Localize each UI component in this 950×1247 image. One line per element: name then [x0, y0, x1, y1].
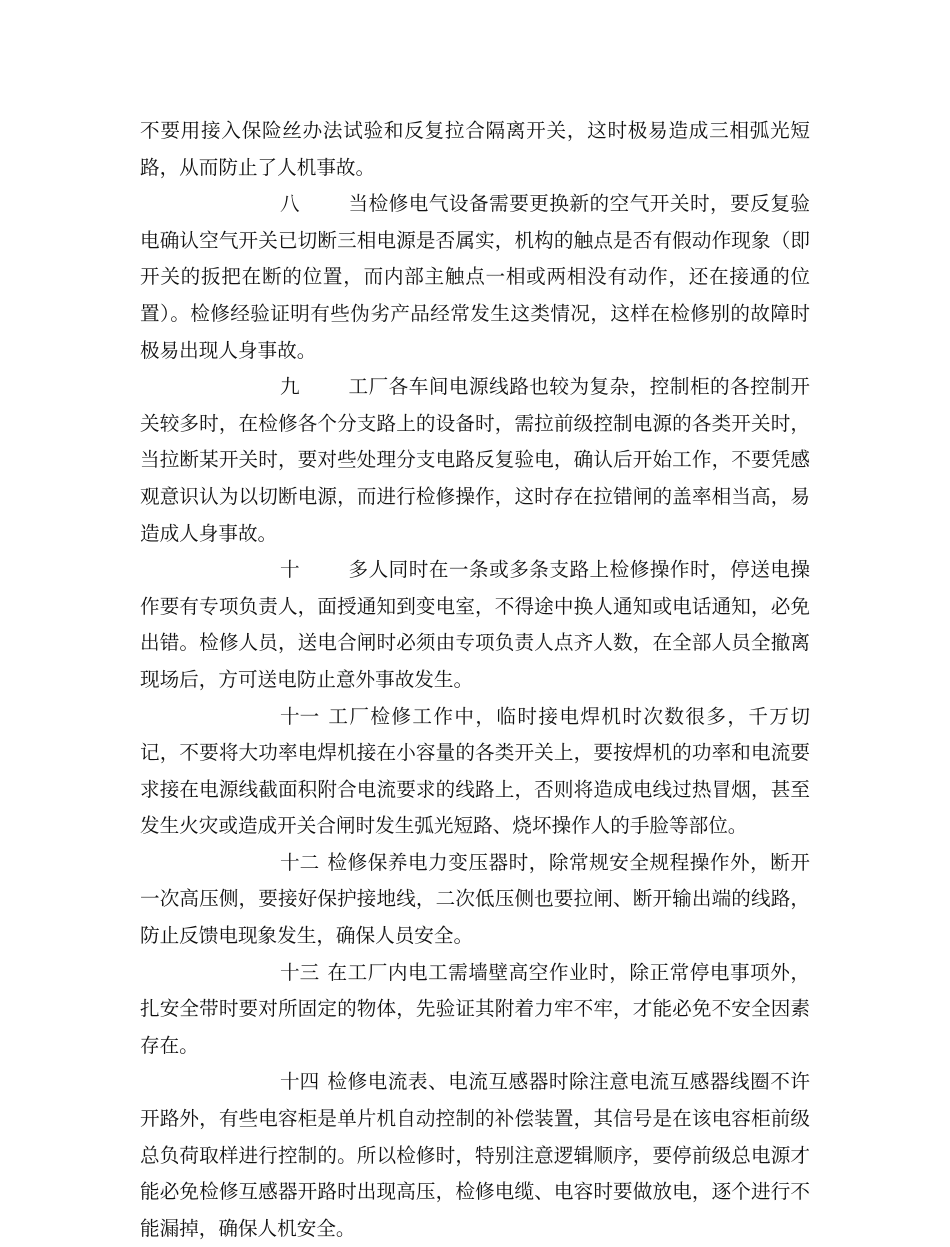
item-12-number: 十二	[280, 850, 320, 874]
item-8-number: 八	[280, 192, 300, 216]
item-13-number: 十三	[280, 960, 320, 984]
item-14-text: 检修电流表、电流互感器时除注意电流互感器线圈不许开路外，有些电容柜是单片机自动控制的补偿装置，其信号是在该电容柜前级总负荷取样进行控制的。所以检修时，特别注意逻辑顺序，要停前级总电源才能必免检修互感器开路时出现高压，检修电缆、电容时要做放电，逐个进行不能漏掉，确保人机安全。	[140, 1070, 810, 1240]
item-12-paragraph	[140, 845, 810, 955]
item-14-number: 十四	[280, 1070, 320, 1094]
item-9-text: 工厂各车间电源线路也较为复杂，控制柜的各控制开关较多时，在检修各个分支路上的设备时，需拉前级控制电源的各类开关时，当拉断某开关时，要对些处理分支电路反复验电，确认后开始工作，不要凭感观意识认为以切断电源，而进行检修操作，这时存在拉错闸的盖率相当高，易造成人身事故。	[140, 375, 810, 545]
item-11-number: 十一	[280, 704, 320, 728]
intro-paragraph: 不要用接入保险丝办法试验和反复拉合隔离开关，这时极易造成三相弧光短路，从而防止了人机事故。	[140, 119, 810, 179]
item-9-number: 九	[280, 375, 300, 399]
item-10-paragraph	[140, 552, 810, 698]
item-10-text: 多人同时在一条或多条支路上检修操作时，停送电操作要有专项负责人，面授通知到变电室，不得途中换人通知或电话通知，必免出错。检修人员，送电合闸时必须由专项负责人点齐人数，在全部人员全撤离现场后，方可送电防止意外事故发生。	[140, 558, 810, 691]
item-13-paragraph	[140, 955, 810, 1065]
item-10-number: 十	[280, 558, 300, 582]
item-9-paragraph	[140, 369, 810, 552]
item-8-text: 当检修电气设备需要更换新的空气开关时，要反复验电确认空气开关已切断三相电源是否属实，机构的触点是否有假动作现象（即开关的扳把在断的位置，而内部主触点一相或两相没有动作，还在接通的位置）。检修经验证明有些伪劣产品经常发生这类情况，这样在检修别的故障时极易出现人身事故。	[140, 192, 810, 362]
item-14-paragraph	[140, 1064, 810, 1247]
item-12-text: 检修保养电力变压器时，除常规安全规程操作外，断开一次高压侧，要接好保护接地线，二次低压侧也要拉闸、断开输出端的线路，防止反馈电现象发生，确保人员安全。	[140, 850, 810, 948]
item-11-text: 工厂检修工作中，临时接电焊机时次数很多，千万切记，不要将大功率电焊机接在小容量的各类开关上，要按焊机的功率和电流要求接在电源线截面积附合电流要求的线路上，否则将造成电线过热冒烟，甚至发生火灾或造成开关合闸时发生弧光短路、烧坏操作人的手脸等部位。	[140, 704, 810, 838]
item-11-paragraph	[140, 699, 810, 845]
item-8-paragraph	[140, 186, 810, 369]
item-13-text: 在工厂内电工需墙壁高空作业时，除正常停电事项外，扎安全带时要对所固定的物体，先验证其附着力牢不牢，才能必免不安全因素存在。	[140, 960, 810, 1057]
